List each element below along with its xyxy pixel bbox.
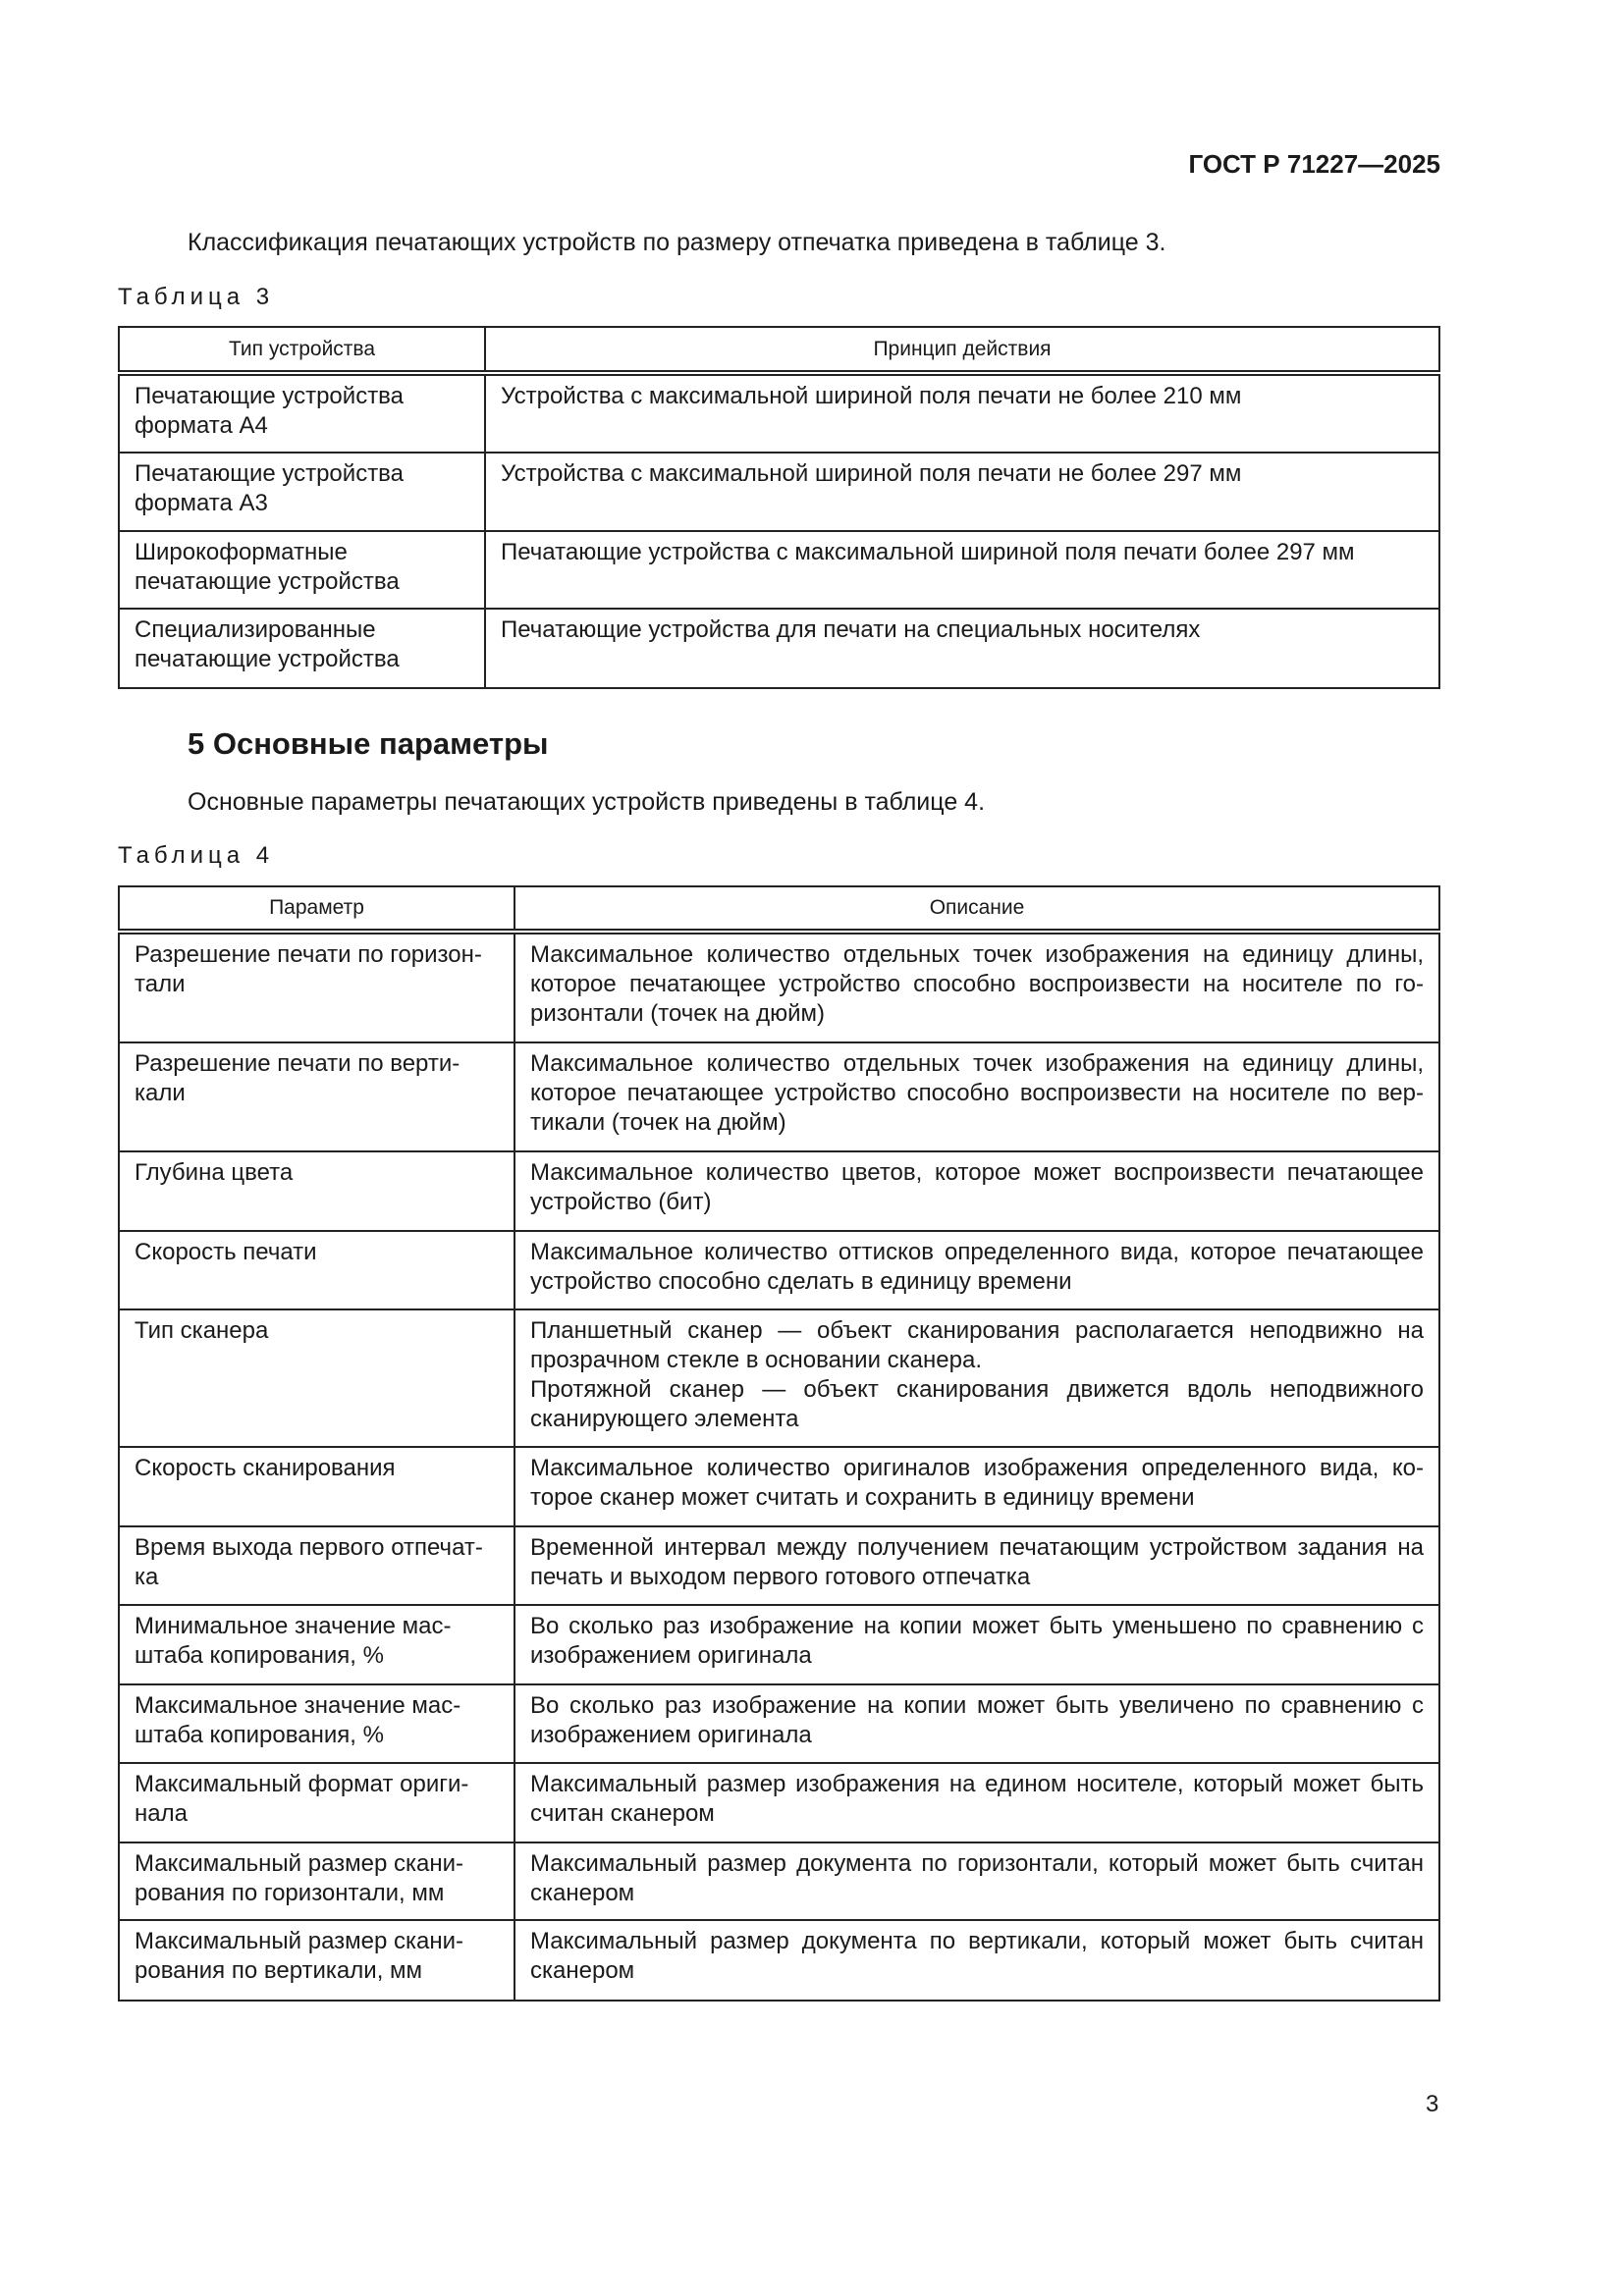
table-row: [119, 453, 1439, 531]
table-row: [119, 1447, 1439, 1526]
cell-description: Печатающие устройства для печати на специальных носителях: [485, 609, 1439, 688]
table-row: [119, 1526, 1439, 1605]
table-row: [119, 1920, 1439, 2001]
cell-description: Максимальное количество отдельных точек изображения на единицу длины, которое печатающее устройство способно воспроизвести на носителе по горизонтали (точек на дюйм): [514, 932, 1439, 1042]
section-paragraph: Основные параметры печатающих устройств приведены в таблице 4.: [188, 788, 986, 816]
cell-name: Максимальный размер сканирования по вертикали, мм: [119, 1920, 514, 2001]
cell-description: Максимальное количество оттисков определенного вида, которое печатающее устройство способно сделать в единицу времени: [514, 1231, 1439, 1309]
table3-caption: Таблица 3: [118, 284, 275, 310]
table-4: [118, 885, 1440, 2002]
cell-name: Разрешение печати по горизонтали: [119, 932, 514, 1042]
cell-description: Планшетный сканер — объект сканирования располагается неподвижно на прозрачном стекле в основании сканера. Протяжной сканер — объект сканирования движется вдоль неподвижного сканирующего элемента: [514, 1309, 1439, 1447]
cell-name: Разрешение печати по вертикали: [119, 1042, 514, 1151]
cell-name: Широкоформатные печатающие устройства: [119, 531, 485, 609]
cell-description: Максимальное количество цветов, которое может воспроизвести печатающее устройство (бит): [514, 1151, 1439, 1231]
table4-caption: Таблица 4: [118, 842, 275, 869]
table4-header-parameter: Параметр: [119, 886, 514, 932]
table-row: [119, 1842, 1439, 1920]
intro-paragraph: Классификация печатающих устройств по размеру отпечатка приведена в таблице 3.: [188, 229, 1166, 256]
cell-name: Максимальный размер сканирования по горизонтали, мм: [119, 1842, 514, 1920]
cell-name: Глубина цвета: [119, 1151, 514, 1231]
cell-name: Тип сканера: [119, 1309, 514, 1447]
cell-description: Максимальное количество отдельных точек изображения на единицу длины, которое печатающее устройство способно воспроизвести на носителе по вертикали (точек на дюйм): [514, 1042, 1439, 1151]
table-row: [119, 932, 1439, 1042]
cell-name: Печатающие устройства формата А3: [119, 453, 485, 531]
cell-description: Печатающие устройства с максимальной шириной поля печати более 297 мм: [485, 531, 1439, 609]
cell-description: Устройства с максимальной шириной поля печати не более 297 мм: [485, 453, 1439, 531]
cell-description: Максимальное количество оригиналов изображения определенного вида, которое сканер может считать и сохранить в единицу времени: [514, 1447, 1439, 1526]
cell-name: Скорость сканирования: [119, 1447, 514, 1526]
table-row: [119, 373, 1439, 453]
cell-description: Во сколько раз изображение на копии может быть увеличено по сравнению с изображением оригинала: [514, 1684, 1439, 1763]
table-row: [119, 1231, 1439, 1309]
table3-header-type: Тип устройства: [119, 327, 485, 373]
table4-header-description: Описание: [514, 886, 1439, 932]
cell-description: Во сколько раз изображение на копии может быть уменьшено по сравнению с изображением оригинала: [514, 1605, 1439, 1684]
table-row: [119, 1684, 1439, 1763]
cell-name: Печатающие устройства формата А4: [119, 373, 485, 453]
table-3: [118, 326, 1440, 689]
table-row: [119, 1042, 1439, 1151]
cell-name: Время выхода первого отпечатка: [119, 1526, 514, 1605]
table-row: [119, 1151, 1439, 1231]
cell-description: Временной интервал между получением печатающим устройством задания на печать и выходом первого готового отпечатка: [514, 1526, 1439, 1605]
cell-name: Минимальное значение масштаба копирования, %: [119, 1605, 514, 1684]
cell-name: Максимальное значение масштаба копирования, %: [119, 1684, 514, 1763]
table-row: [119, 1605, 1439, 1684]
table3-header-principle: Принцип действия: [485, 327, 1439, 373]
cell-description: Максимальный размер документа по вертикали, который может быть считан сканером: [514, 1920, 1439, 2001]
cell-description: Максимальный размер изображения на едином носителе, который может быть считан сканером: [514, 1763, 1439, 1842]
cell-name: Максимальный формат оригинала: [119, 1763, 514, 1842]
page-number: 3: [1426, 2091, 1439, 2117]
document-code: ГОСТ Р 71227—2025: [1188, 149, 1440, 179]
table-row: [119, 609, 1439, 688]
cell-name: Скорость печати: [119, 1231, 514, 1309]
section-title: 5 Основные параметры: [188, 726, 549, 761]
table-row: [119, 1309, 1439, 1447]
table-row: [119, 1763, 1439, 1842]
table-row: [119, 531, 1439, 609]
cell-name: Специализированные печатающие устройства: [119, 609, 485, 688]
cell-description: Устройства с максимальной шириной поля печати не более 210 мм: [485, 373, 1439, 453]
cell-description: Максимальный размер документа по горизонтали, который может быть считан сканером: [514, 1842, 1439, 1920]
